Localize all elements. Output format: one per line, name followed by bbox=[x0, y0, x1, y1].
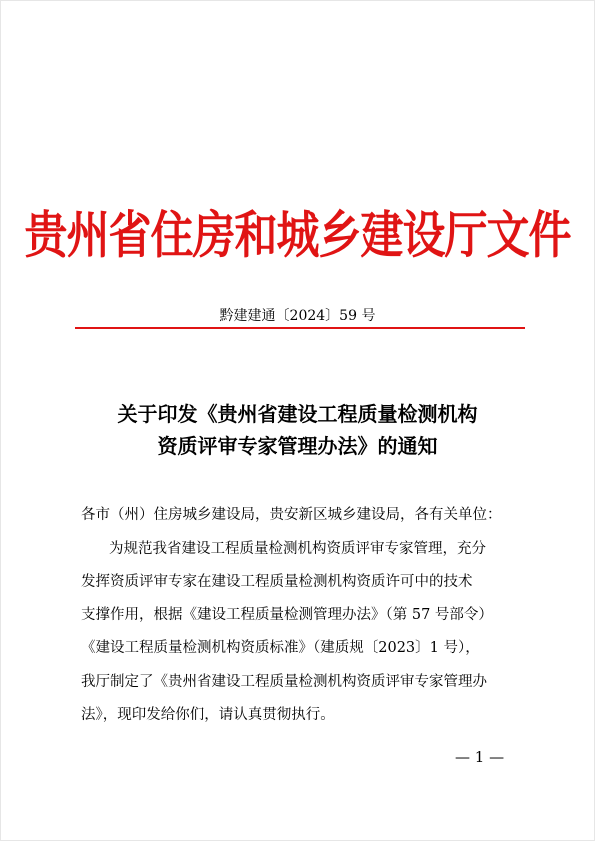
body-paragraph-line: 发挥资质评审专家在建设工程质量检测机构资质许可中的技术 bbox=[81, 574, 473, 590]
body-addressee-line: 各市（州）住房城乡建设局，贵安新区城乡建设局，各有关单位： bbox=[81, 507, 502, 523]
notice-title-line-2: 资质评审专家管理办法》的通知 bbox=[157, 434, 438, 458]
body-paragraph-line: 为规范我省建设工程质量检测机构资质评审专家管理，充分 bbox=[109, 541, 486, 557]
page-number: — 1 — bbox=[455, 748, 505, 766]
body-paragraph-line: 《建设工程质量检测机构资质标准》（建质规〔2023〕1 号）， bbox=[81, 640, 480, 656]
body-paragraph-line: 法》，现印发给你们，请认真贯彻执行。 bbox=[81, 707, 335, 723]
issuer-header-title: 贵州省住房和城乡建设厅文件 bbox=[24, 206, 571, 266]
document-number: 黔建建通〔2024〕59 号 bbox=[219, 308, 376, 324]
body-paragraph-line: 支撑作用，根据《建设工程质量检测管理办法》（第 57 号部令） bbox=[81, 607, 493, 623]
body-paragraph-line: 我厅制定了《贵州省建设工程质量检测机构资质评审专家管理办 bbox=[81, 674, 487, 690]
red-divider-rule bbox=[75, 327, 525, 329]
notice-title-line-1: 关于印发《贵州省建设工程质量检测机构 bbox=[117, 402, 478, 426]
